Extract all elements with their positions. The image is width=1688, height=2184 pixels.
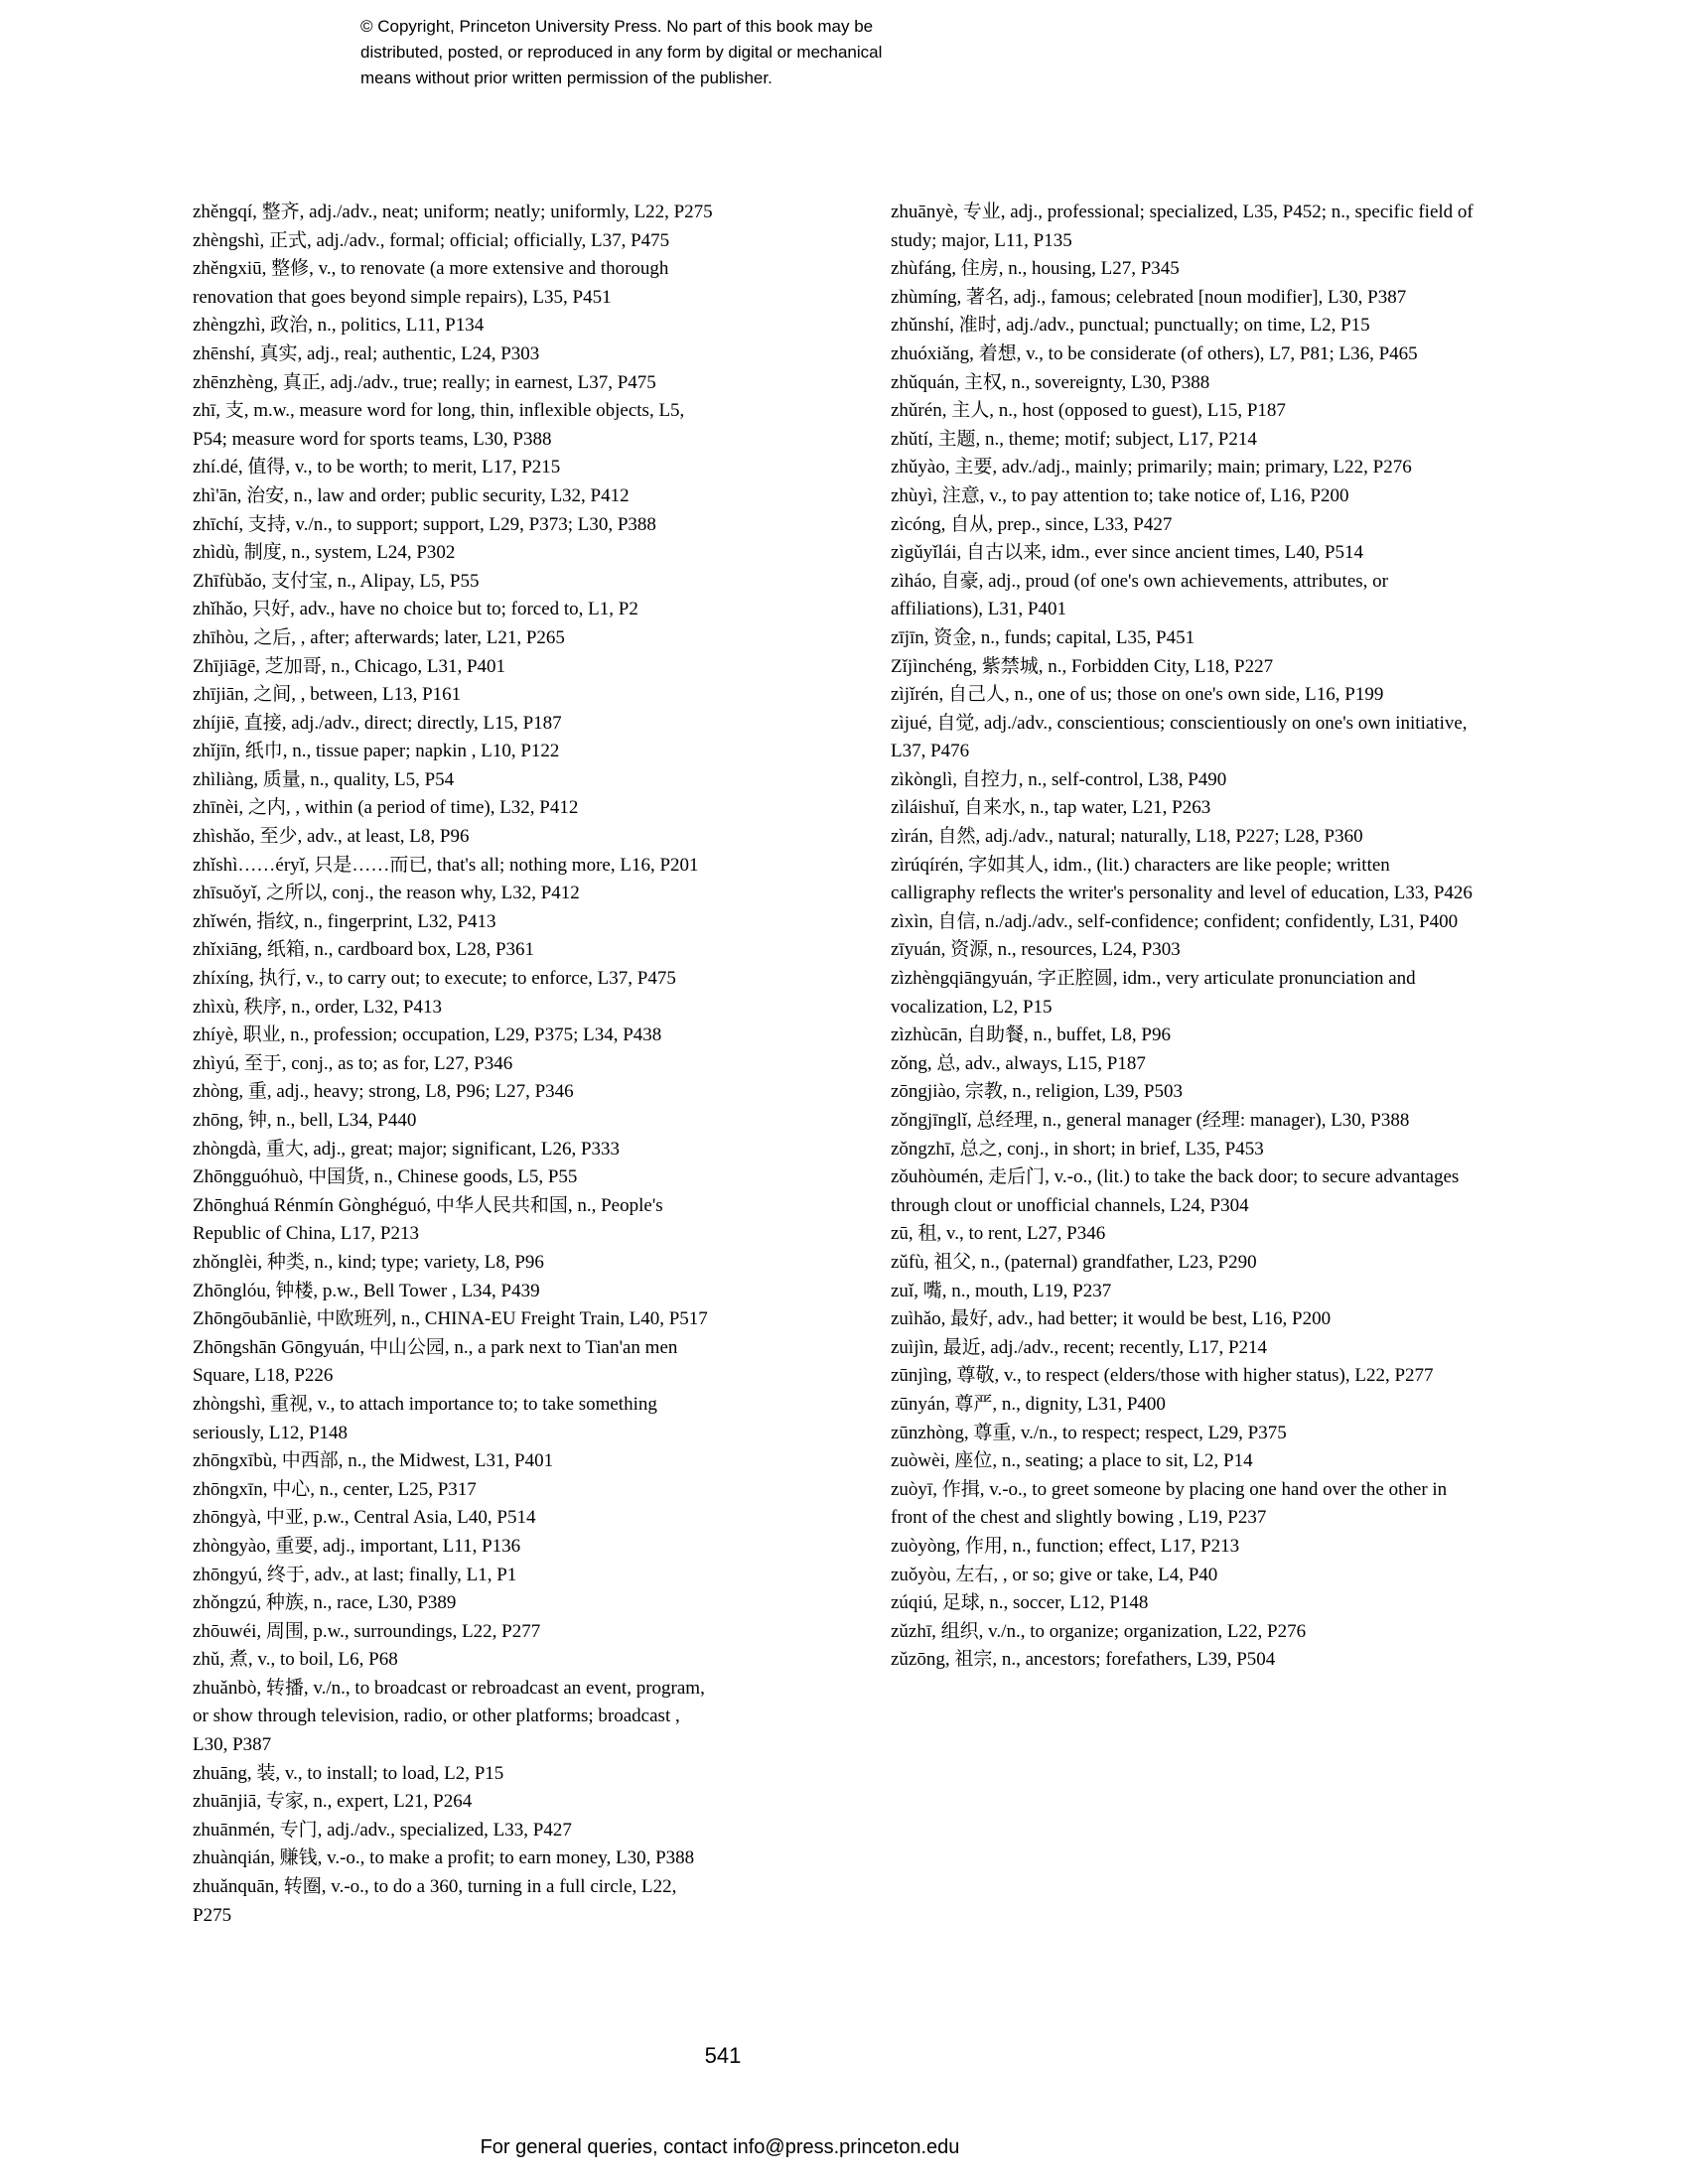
glossary-entry: zhǐxiāng, 纸箱, n., cardboard box, L28, P361 [193, 939, 535, 961]
glossary-entry: zhìyú, 至于, conj., as to; as for, L27, P346 [193, 1052, 513, 1074]
glossary-entry: Zhōnglóu, 钟楼, p.w., Bell Tower , L34, P439 [193, 1280, 540, 1301]
glossary-entry: zhòngyào, 重要, adj., important, L11, P136 [193, 1535, 521, 1557]
glossary-entry: Zhīfùbǎo, 支付宝, n., Alipay, L5, P55 [193, 570, 480, 592]
glossary-entry: zǒuhòumén, 走后门, v.-o., (lit.) to take the back door; to secure advantages through clout or unofficial channels, L24, P304 [891, 1166, 1460, 1216]
glossary-entry: zhǔ, 煮, v., to boil, L6, P68 [193, 1649, 398, 1671]
glossary-entry: zìxìn, 自信, n./adj./adv., self-confidence; confident; confidently, L31, P400 [891, 910, 1459, 932]
glossary-entry: zhòngshì, 重视, v., to attach importance to; to take something seriously, L12, P148 [193, 1393, 657, 1443]
glossary-entry: zhuóxiǎng, 着想, v., to be considerate (of others), L7, P81; L36, P465 [891, 342, 1418, 364]
glossary-entry: zhǐwén, 指纹, n., fingerprint, L32, P413 [193, 910, 496, 932]
glossary-entry: Zhōngshān Gōngyuán, 中山公园, n., a park next to Tian'an men Square, L18, P226 [193, 1336, 678, 1387]
glossary-column-right [891, 199, 1475, 1675]
copyright-line: means without prior written permission of the publisher. [360, 68, 773, 87]
glossary-entry: zìláishuǐ, 自来水, n., tap water, L21, P263 [891, 797, 1211, 819]
glossary-entry: zuòwèi, 座位, n., seating; a place to sit, L2, P14 [891, 1450, 1253, 1472]
copyright-notice [360, 14, 882, 91]
glossary-entry: zhǒnglèi, 种类, n., kind; type; variety, L8, P96 [193, 1251, 544, 1273]
glossary-entry: zhǔtí, 主题, n., theme; motif; subject, L17, P214 [891, 428, 1257, 450]
glossary-entry: zǔzhī, 组织, v./n., to organize; organization, L22, P276 [891, 1620, 1307, 1642]
glossary-entry: zǔzōng, 祖宗, n., ancestors; forefathers, L39, P504 [891, 1649, 1276, 1671]
glossary-entry: zhěngxiū, 整修, v., to renovate (a more extensive and thorough renovation that goes beyond simple repairs), L35, P451 [193, 258, 669, 308]
glossary-entry: zhōng, 钟, n., bell, L34, P440 [193, 1110, 417, 1131]
glossary-entry: zhǔyào, 主要, adv./adj., mainly; primarily; main; primary, L22, P276 [891, 457, 1412, 478]
glossary-entry: zhīsuǒyǐ, 之所以, conj., the reason why, L32, P412 [193, 883, 580, 904]
glossary-entry: zhǔnshí, 准时, adj./adv., punctual; punctually; on time, L2, P15 [891, 315, 1370, 337]
glossary-entry: zhīnèi, 之内, , within (a period of time), L32, P412 [193, 797, 579, 819]
glossary-entry: zhùmíng, 著名, adj., famous; celebrated [noun modifier], L30, P387 [891, 286, 1407, 308]
glossary-entry: zìjué, 自觉, adj./adv., conscientious; conscientiously on one's own initiative, L37, P476 [891, 712, 1468, 762]
footer-contact: For general queries, contact info@press.princeton.edu [480, 2136, 960, 2158]
glossary-entry: zū, 租, v., to rent, L27, P346 [891, 1223, 1106, 1245]
glossary-entry: zhīhòu, 之后, , after; afterwards; later, L21, P265 [193, 626, 565, 648]
glossary-entry: zhuǎnquān, 转圈, v.-o., to do a 360, turning in a full circle, L22, P275 [193, 1876, 677, 1926]
glossary-entry: zìgǔyǐlái, 自古以来, idm., ever since ancient times, L40, P514 [891, 542, 1363, 564]
glossary-entry: zìrúqírén, 字如其人, idm., (lit.) characters are like people; written calligraphy reflects the writer's personality and level of education, L33, P426 [891, 854, 1473, 904]
glossary-entry: zhījiān, 之间, , between, L13, P161 [193, 684, 462, 706]
glossary-entry: zhī, 支, m.w., measure word for long, thin, inflexible objects, L5, P54; measure word for sports teams, L30, P388 [193, 400, 685, 450]
glossary-entry: zuǒyòu, 左右, , or so; give or take, L4, P40 [891, 1564, 1218, 1585]
glossary-entry: Zhījiāgē, 芝加哥, n., Chicago, L31, P401 [193, 655, 506, 677]
glossary-entry: zuìjìn, 最近, adj./adv., recent; recently, L17, P214 [891, 1336, 1268, 1358]
glossary-entry: zhuānyè, 专业, adj., professional; specialized, L35, P452; n., specific field of study; major, L11, P135 [891, 202, 1474, 251]
glossary-column-left [193, 199, 717, 1930]
glossary-entry: zhǔquán, 主权, n., sovereignty, L30, P388 [891, 371, 1210, 393]
glossary-entry: zuìhǎo, 最好, adv., had better; it would be best, L16, P200 [891, 1308, 1332, 1330]
glossary-entry: zīyuán, 资源, n., resources, L24, P303 [891, 939, 1181, 961]
glossary-entry: zúqiú, 足球, n., soccer, L12, P148 [891, 1592, 1149, 1614]
glossary-entry: zuòyòng, 作用, n., function; effect, L17, P213 [891, 1535, 1240, 1557]
glossary-entry: zhǐhǎo, 只好, adv., have no choice but to; forced to, L1, P2 [193, 599, 638, 620]
glossary-entry: zìzhèngqiāngyuán, 字正腔圆, idm., very articulate pronunciation and vocalization, L2, P15 [891, 968, 1416, 1018]
glossary-entry: zìrán, 自然, adj./adv., natural; naturally, L18, P227; L28, P360 [891, 826, 1363, 848]
glossary-entry: zhěngqí, 整齐, adj./adv., neat; uniform; neatly; uniformly, L22, P275 [193, 202, 713, 222]
glossary-entry: zūnzhòng, 尊重, v./n., to respect; respect, L29, P375 [891, 1422, 1287, 1443]
glossary-entry: Zhōnghuá Rénmín Gònghéguó, 中华人民共和国, n., People's Republic of China, L17, P213 [193, 1194, 663, 1245]
glossary-entry: zìcóng, 自从, prep., since, L33, P427 [891, 513, 1173, 535]
glossary-entry: zījīn, 资金, n., funds; capital, L35, P451 [891, 626, 1196, 648]
glossary-entry: Zhōngōubānliè, 中欧班列, n., CHINA-EU Freight Train, L40, P517 [193, 1308, 708, 1330]
glossary-entry: zhuānjiā, 专家, n., expert, L21, P264 [193, 1791, 473, 1813]
glossary-entry: zhōngxībù, 中西部, n., the Midwest, L31, P401 [193, 1450, 554, 1472]
glossary-entry: zhì'ān, 治安, n., law and order; public security, L32, P412 [193, 484, 630, 506]
glossary-entry: zhēnzhèng, 真正, adj./adv., true; really; in earnest, L37, P475 [193, 371, 656, 393]
glossary-entry: zhǔrén, 主人, n., host (opposed to guest), L15, P187 [891, 400, 1286, 422]
glossary-entry: zhuànqián, 赚钱, v.-o., to make a profit; to earn money, L30, P388 [193, 1847, 695, 1869]
page-number: 541 [704, 2043, 742, 2068]
glossary-entry: zhìshǎo, 至少, adv., at least, L8, P96 [193, 826, 470, 848]
glossary-entry: zìkònglì, 自控力, n., self-control, L38, P490 [891, 768, 1227, 790]
glossary-entry: zhōngxīn, 中心, n., center, L25, P317 [193, 1478, 477, 1500]
glossary-entry: zhìxù, 秩序, n., order, L32, P413 [193, 996, 442, 1018]
glossary-entry: zhí.dé, 值得, v., to be worth; to merit, L17, P215 [193, 457, 561, 478]
glossary-entry: zhōngyà, 中亚, p.w., Central Asia, L40, P514 [193, 1507, 536, 1529]
glossary-entry: zūnyán, 尊严, n., dignity, L31, P400 [891, 1393, 1166, 1415]
glossary-entry: zǔfù, 祖父, n., (paternal) grandfather, L23, P290 [891, 1251, 1257, 1273]
glossary-entry: zhìliàng, 质量, n., quality, L5, P54 [193, 768, 455, 790]
glossary-entry: zuǐ, 嘴, n., mouth, L19, P237 [891, 1280, 1112, 1301]
glossary-entry: zhuānmén, 专门, adj./adv., specialized, L33, P427 [193, 1819, 572, 1841]
glossary-entry: zhòng, 重, adj., heavy; strong, L8, P96; L27, P346 [193, 1081, 574, 1103]
copyright-line: © Copyright, Princeton University Press. No part of this book may be [360, 17, 874, 36]
glossary-entry: zhōuwéi, 周围, p.w., surroundings, L22, P277 [193, 1620, 541, 1642]
glossary-entry: zìháo, 自豪, adj., proud (of one's own achievements, attributes, or affiliations), L31, P401 [891, 570, 1388, 620]
glossary-entry: zhuǎnbò, 转播, v./n., to broadcast or rebroadcast an event, program, or show through television, radio, or other platforms; broadcast , L30, P387 [193, 1677, 705, 1756]
glossary-entry: zhíyè, 职业, n., profession; occupation, L29, P375; L34, P438 [193, 1024, 662, 1046]
glossary-entry: zhōngyú, 终于, adv., at last; finally, L1, P1 [193, 1564, 517, 1585]
glossary-entry: zhīchí, 支持, v./n., to support; support, L29, P373; L30, P388 [193, 513, 656, 535]
glossary-entry: zuòyī, 作揖, v.-o., to greet someone by placing one hand over the other in front of the chest and slightly bowing , L19, P237 [891, 1478, 1448, 1529]
glossary-entry: zhùfáng, 住房, n., housing, L27, P345 [891, 258, 1180, 280]
glossary-entry: zōngjiào, 宗教, n., religion, L39, P503 [891, 1081, 1183, 1103]
glossary-entry: zhèngshì, 正式, adj./adv., formal; official; officially, L37, P475 [193, 229, 670, 251]
glossary-entry: zhùyì, 注意, v., to pay attention to; take notice of, L16, P200 [891, 484, 1349, 506]
glossary-entry: zhíjiē, 直接, adj./adv., direct; directly, L15, P187 [193, 712, 562, 734]
glossary-entry: zhuāng, 装, v., to install; to load, L2, P15 [193, 1762, 504, 1784]
glossary-entry: zhǐjīn, 纸巾, n., tissue paper; napkin , L10, P122 [193, 741, 560, 762]
glossary-entry: Zhōngguóhuò, 中国货, n., Chinese goods, L5, P55 [193, 1166, 578, 1188]
glossary-entry: zhèngzhì, 政治, n., politics, L11, P134 [193, 315, 485, 337]
glossary-entry: zhǒngzú, 种族, n., race, L30, P389 [193, 1592, 457, 1614]
glossary-entry: zìjǐrén, 自己人, n., one of us; those on one's own side, L16, P199 [891, 684, 1384, 706]
glossary-entry: zhòngdà, 重大, adj., great; major; significant, L26, P333 [193, 1138, 621, 1160]
glossary-entry: Zǐjìnchéng, 紫禁城, n., Forbidden City, L18, P227 [891, 655, 1274, 677]
copyright-line: distributed, posted, or reproduced in any form by digital or mechanical [360, 43, 883, 62]
glossary-entry: zǒng, 总, adv., always, L15, P187 [891, 1052, 1146, 1074]
glossary-entry: zhíxíng, 执行, v., to carry out; to execute; to enforce, L37, P475 [193, 968, 676, 990]
glossary-entry: zǒngjīnglǐ, 总经理, n., general manager (经理: manager), L30, P388 [891, 1110, 1410, 1131]
glossary-entry: zhǐshì……éryǐ, 只是……而已, that's all; nothing more, L16, P201 [193, 854, 699, 876]
glossary-entry: zhìdù, 制度, n., system, L24, P302 [193, 542, 456, 564]
glossary-entry: zǒngzhī, 总之, conj., in short; in brief, L35, P453 [891, 1138, 1264, 1160]
glossary-entry: zhēnshí, 真实, adj., real; authentic, L24, P303 [193, 342, 540, 364]
glossary-entry: zìzhùcān, 自助餐, n., buffet, L8, P96 [891, 1024, 1171, 1046]
glossary-entry: zūnjìng, 尊敬, v., to respect (elders/those with higher status), L22, P277 [891, 1365, 1434, 1387]
